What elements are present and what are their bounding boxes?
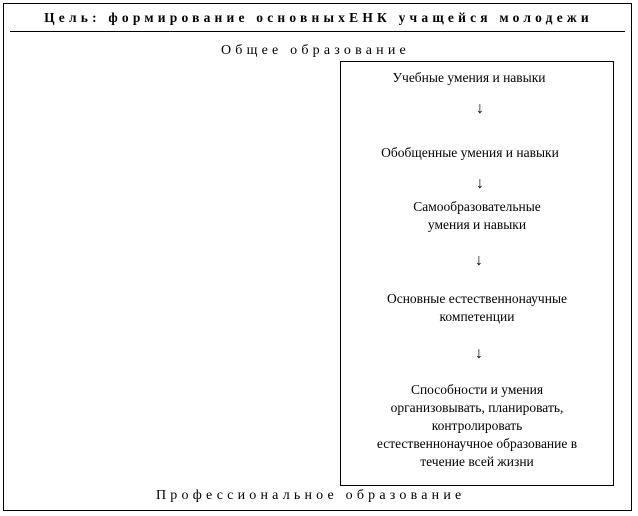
step-4-text: Основные естественнонаучные компетенции [386,291,568,324]
title-underline [10,31,625,32]
arrow-4: ↓ [475,345,483,362]
diagram-frame [3,3,632,511]
progression-box [340,61,614,486]
step-3-text: Самообразовательные умения и навыки [413,199,541,232]
professional-education-label: Профессиональное образование [156,488,466,503]
arrow-3: ↓ [475,252,483,269]
step-1-text: Учебные умения и навыки [392,70,546,85]
step-2-text: Обобщенные умения и навыки [381,145,559,160]
arrow-1: ↓ [476,100,484,117]
general-education-label: Общее образование [221,43,410,58]
step-5-text: Способности и умения организовывать, планировать, контролировать естественнонаучное образование в течение всей жизни [376,382,578,469]
arrow-2: ↓ [476,175,484,192]
diagram-title: Цель: формирование основныхЕНК учащейся молодежи [44,10,593,25]
